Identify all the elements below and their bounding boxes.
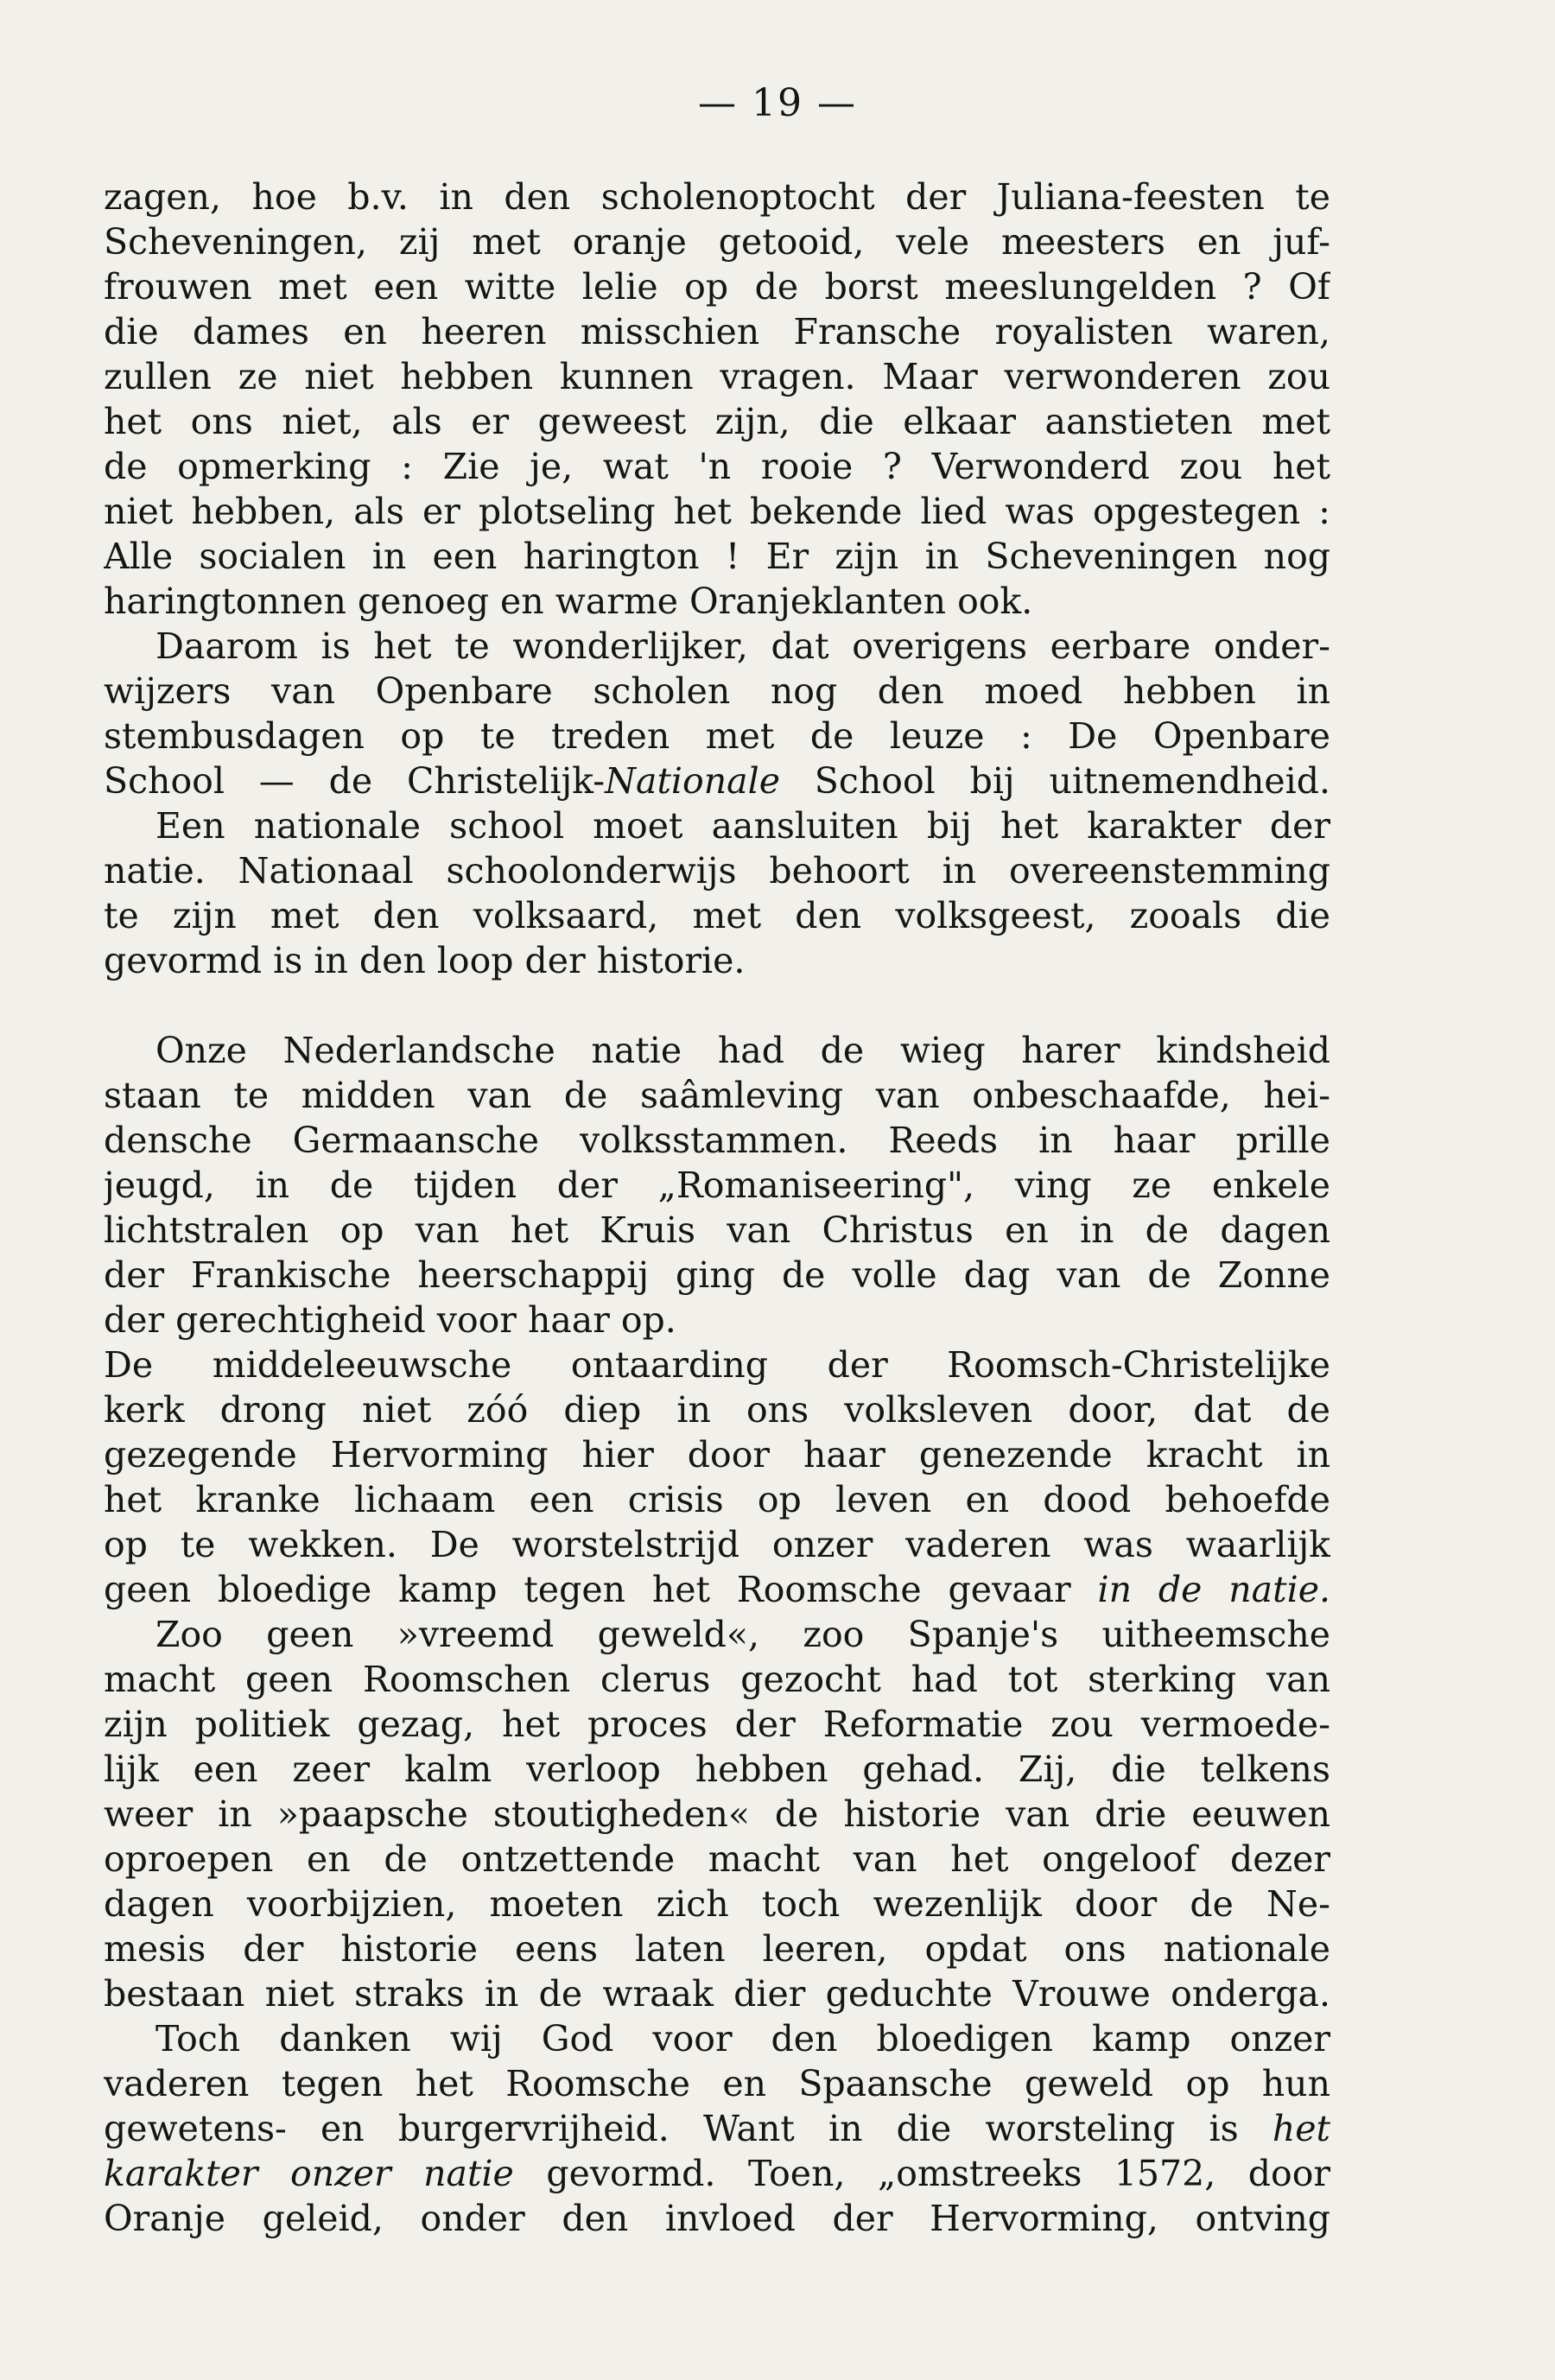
paragraph-3	[104, 803, 1330, 983]
text-line: zagen, hoe b.v. in den scholenoptocht der Juliana-feesten te	[104, 176, 1330, 218]
text-line: macht geen Roomschen clerus gezocht had tot sterking van	[104, 1659, 1330, 1700]
text-line: staan te midden van de saâmleving van onbeschaafde, hei-	[104, 1075, 1330, 1116]
text-line: bestaan niet straks in de wraak dier geduchte Vrouwe onderga.	[104, 1973, 1330, 2015]
paragraph-1	[104, 175, 1330, 624]
text-line: vaderen tegen het Roomsche en Spaansche geweld op hun	[104, 2063, 1330, 2104]
text-line: kerk drong niet zóó diep in ons volksleven door, dat de	[104, 1389, 1330, 1431]
text-line	[104, 1567, 1330, 1612]
text-line	[104, 2151, 1330, 2196]
text-line: lichtstralen op van het Kruis van Christus en in de dagen	[104, 1209, 1330, 1251]
text-line: oproepen en de ontzettende macht van het ongeloof dezer	[104, 1838, 1330, 1880]
text-line: wijzers van Openbare scholen nog den moed hebben in	[104, 670, 1330, 712]
text-line: te zijn met den volksaard, met den volksgeest, zooals die	[104, 895, 1330, 936]
text-line: mesis der historie eens laten leeren, opdat ons nationale	[104, 1928, 1330, 1970]
body-text	[104, 175, 1330, 2241]
text-line: De middeleeuwsche ontaarding der Roomsch-Christelijke	[104, 1344, 1330, 1386]
italic-text: Nationale	[605, 760, 780, 802]
text-line: lijk een zeer kalm verloop hebben gehad. Zij, die telkens	[104, 1749, 1330, 1790]
text-line: niet hebben, als er plotseling het bekende lied was opgestegen :	[104, 491, 1330, 532]
paragraph-4	[104, 1028, 1330, 1342]
text-line: het ons niet, als er geweest zijn, die elkaar aanstieten met	[104, 401, 1330, 442]
text-line: Zoo geen »vreemd geweld«, zoo Spanje's uitheemsche	[156, 1614, 1330, 1655]
paragraph-5	[104, 1342, 1330, 1612]
text-line: densche Germaansche volksstammen. Reeds in haar prille	[104, 1120, 1330, 1161]
text-line: die dames en heeren misschien Fransche royalisten waren,	[104, 311, 1330, 352]
text-line: zullen ze niet hebben kunnen vragen. Maar verwonderen zou	[104, 356, 1330, 397]
text-line: dagen voorbijzien, moeten zich toch wezenlijk door de Ne-	[104, 1883, 1330, 1925]
italic-text: karakter onzer natie	[104, 2153, 514, 2194]
text-line: het kranke lichaam een crisis op leven en dood behoefde	[104, 1479, 1330, 1520]
text-line	[104, 2106, 1330, 2151]
text-line: der Frankische heerschappij ging de volle dag van de Zonne	[104, 1254, 1330, 1296]
text-line: weer in »paapsche stoutigheden« de historie van drie eeuwen	[104, 1793, 1330, 1835]
text-line: Toch danken wij God voor den bloedigen kamp onzer	[156, 2018, 1330, 2059]
text-line: gevormd is in den loop der historie.	[104, 940, 746, 981]
text-segment: geen bloedige kamp tegen het Roomsche gevaar	[104, 1569, 1098, 1610]
text-line: natie. Nationaal schoolonderwijs behoort in overeenstemming	[104, 850, 1330, 892]
italic-text: het	[1272, 2108, 1330, 2149]
page-number: — 19 —	[698, 81, 857, 125]
text-line: Daarom is het te wonderlijker, dat overigens eerbare onder-	[156, 625, 1330, 667]
text-line: de opmerking : Zie je, wat 'n rooie ? Verwonderd zou het	[104, 446, 1330, 487]
text-segment: gewetens- en burgervrijheid. Want in die worsteling is	[104, 2108, 1273, 2149]
text-line: der gerechtigheid voor haar op.	[104, 1299, 676, 1341]
text-line: haringtonnen genoeg en warme Oranjeklanten ook.	[104, 581, 1033, 622]
italic-text: in de natie.	[1097, 1569, 1330, 1610]
section-break	[104, 983, 1330, 1028]
text-line: jeugd, in de tijden der „Romaniseering", ving ze enkele	[104, 1165, 1330, 1206]
paragraph-2	[104, 624, 1330, 803]
text-line	[104, 758, 1330, 803]
text-line: Oranje geleid, onder den invloed der Hervorming, ontving	[104, 2198, 1330, 2239]
text-line: Scheveningen, zij met oranje getooid, vele meesters en juf-	[104, 221, 1330, 263]
text-line: op te wekken. De worstelstrijd onzer vaderen was waarlijk	[104, 1524, 1330, 1565]
paragraph-7	[104, 2016, 1330, 2241]
paragraph-6	[104, 1612, 1330, 2016]
text-line: stembusdagen op te treden met de leuze : De Openbare	[104, 715, 1330, 757]
text-line: zijn politiek gezag, het proces der Reformatie zou vermoede-	[104, 1704, 1330, 1745]
text-segment: gevormd. Toen, „omstreeks 1572, door	[513, 2153, 1330, 2194]
text-line: frouwen met een witte lelie op de borst meeslungelden ? Of	[104, 266, 1330, 308]
text-line: Alle socialen in een harington ! Er zijn in Scheveningen nog	[104, 536, 1330, 577]
text-line: Een nationale school moet aansluiten bij het karakter der	[156, 805, 1330, 847]
text-segment: School — de Christelijk-	[104, 760, 606, 802]
text-line: gezegende Hervorming hier door haar genezende kracht in	[104, 1434, 1330, 1476]
text-segment: School bij uitnemendheid.	[779, 760, 1330, 802]
text-line: Onze Nederlandsche natie had de wieg harer kindsheid	[156, 1030, 1330, 1071]
